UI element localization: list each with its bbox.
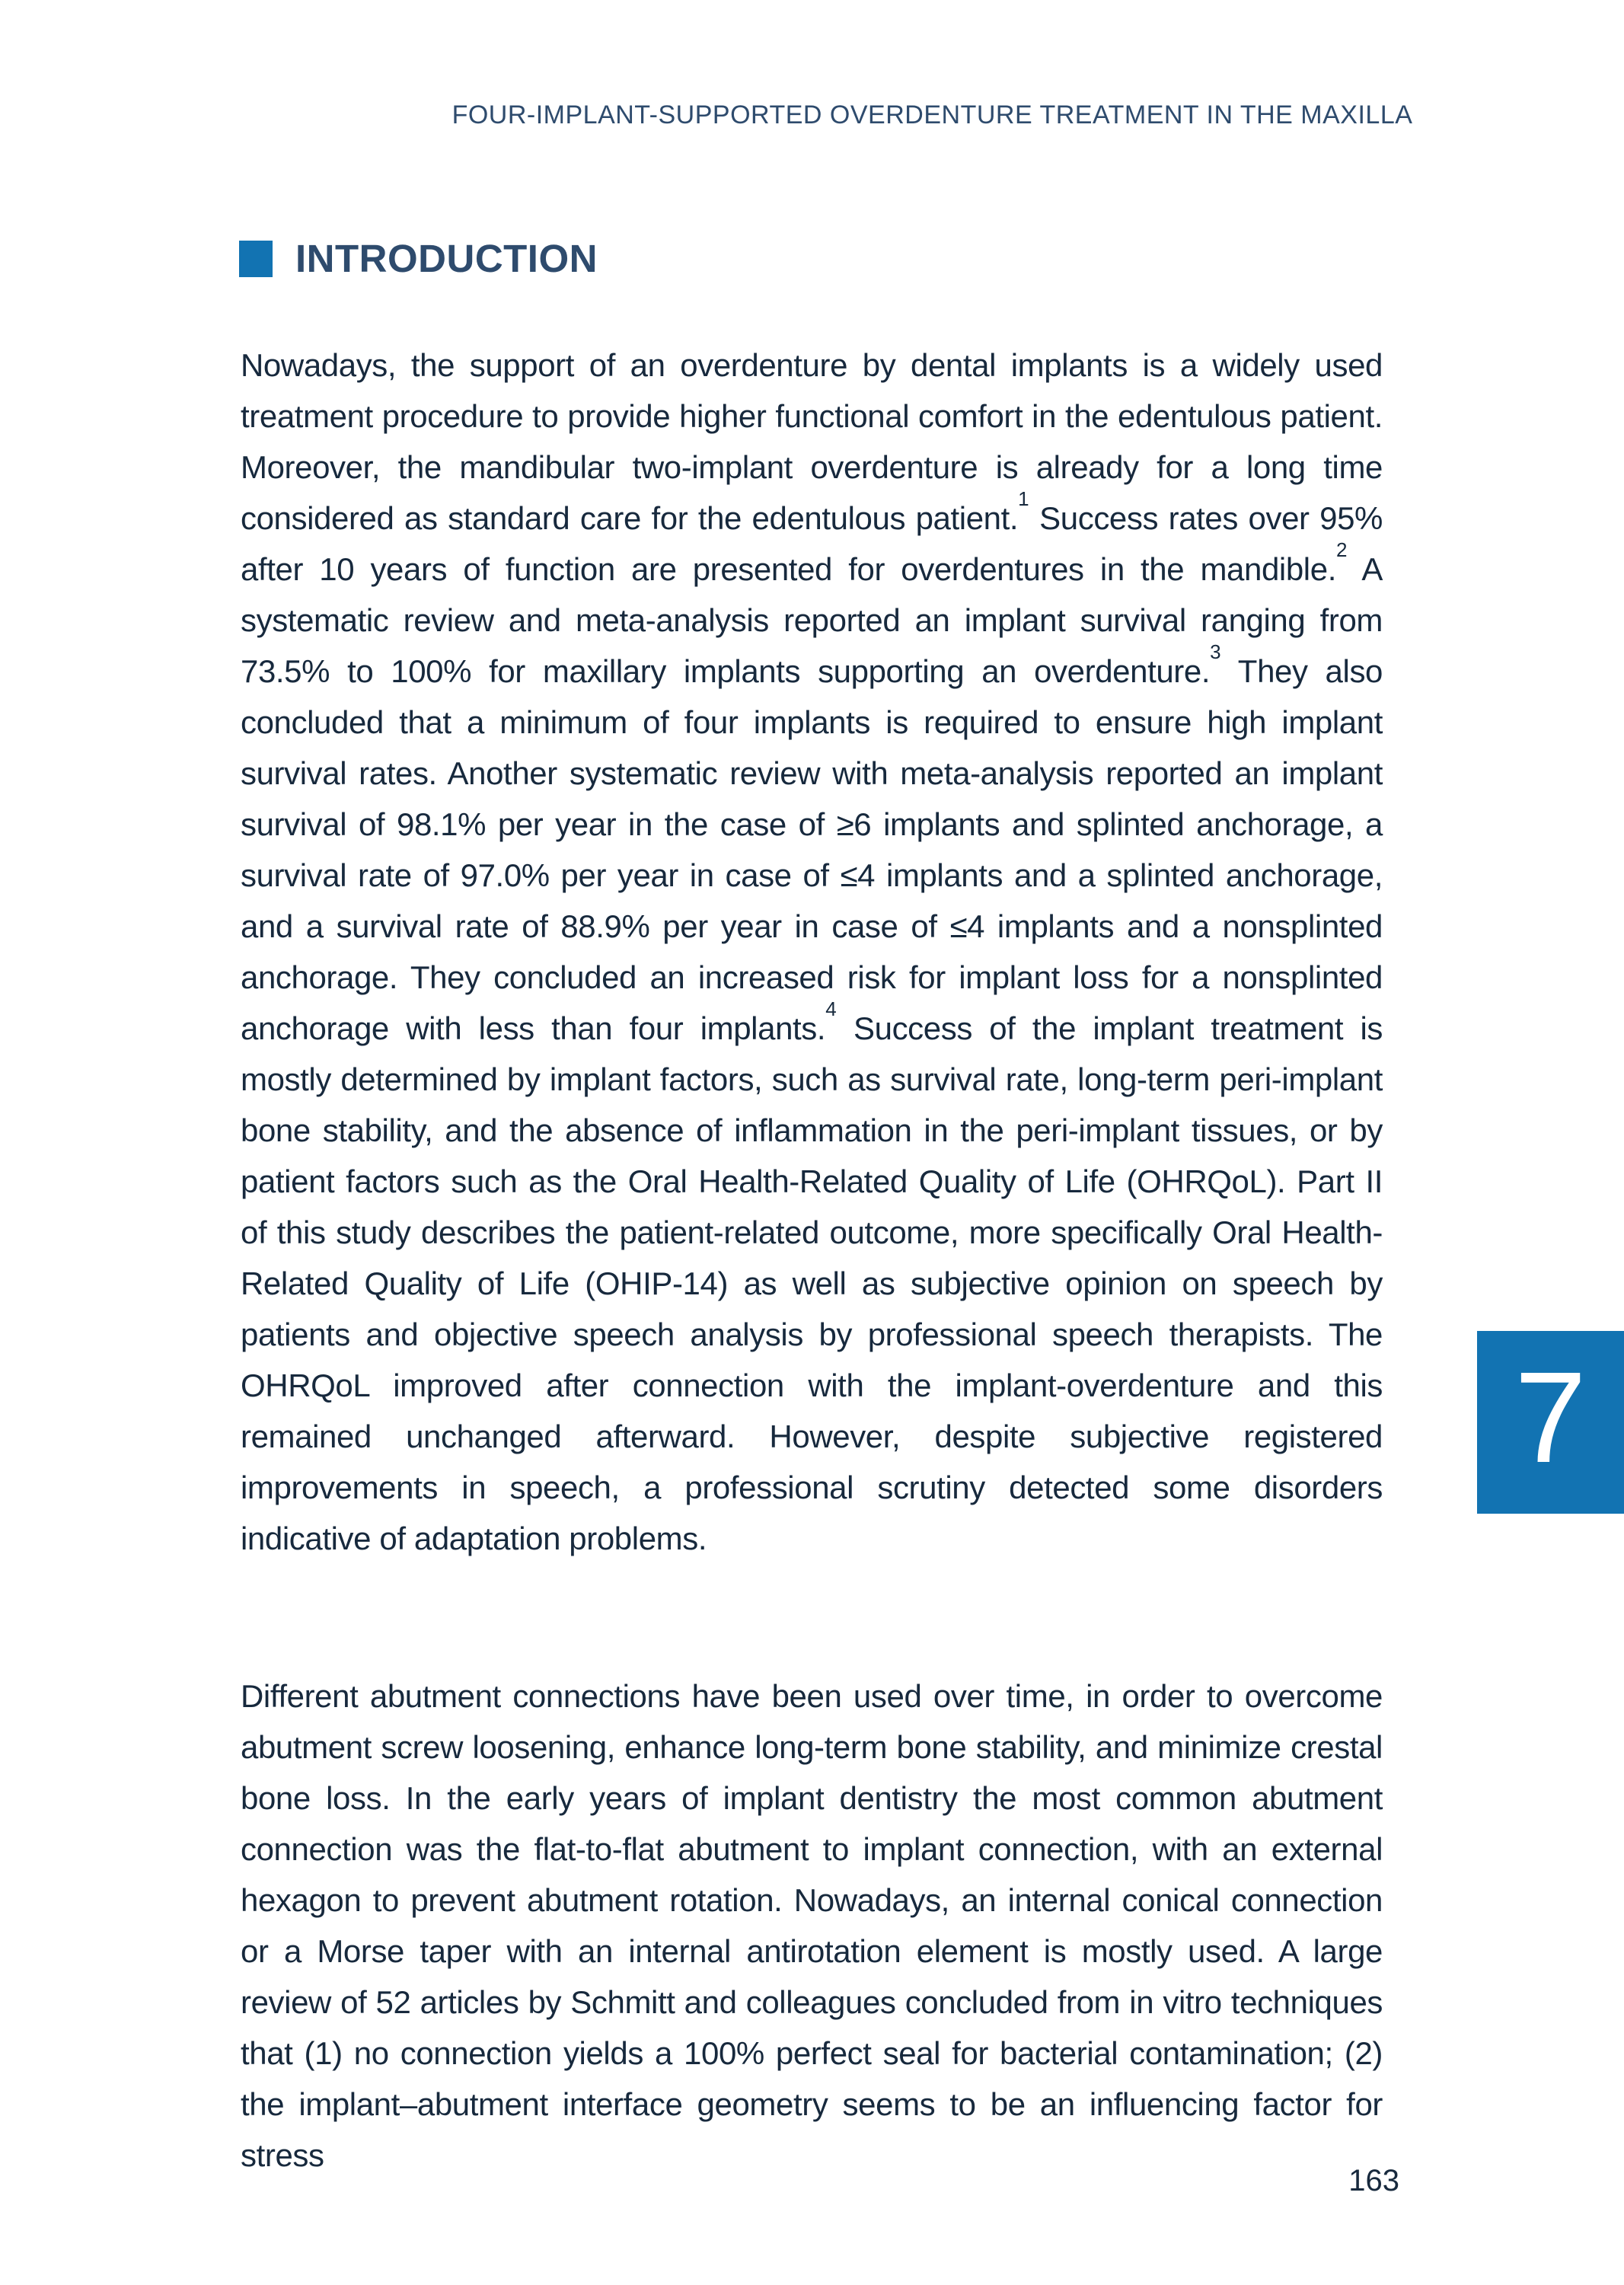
chapter-number: 7 <box>1514 1345 1587 1490</box>
reference-marker: 3 <box>1210 640 1221 663</box>
article-body <box>241 340 1383 2181</box>
reference-marker: 2 <box>1335 538 1348 561</box>
reference-marker: 4 <box>825 997 837 1020</box>
paragraph: Different abutment connections have been used over time, in order to overcome abutment screw loosening, enhance long-term bone stability, and minimize crestal bone loss. In the early years of implant dentistry the most common abutment connection was the flat-to-flat abutment to implant connection, with an external hexagon to prevent abutment rotation. Nowadays, an internal conical connection or a Morse taper with an internal antirotation element is mostly used. A large review of 52 articles by Schmitt and colleagues concluded from in vitro techniques that (1) no connection yields a 100% perfect seal for bacterial contamination; (2) the implant–abutment interface geometry seems to be an influencing factor for stress <box>241 1678 1383 2173</box>
paragraph: Nowadays, the support of an overdenture by dental implants is a widely used treatment procedure to provide higher functional comfort in the edentulous patient. Moreover, the mandibular two-implant overdenture is already for a long time considered as standard care for the edentulous patient.$^1$ Success rates over 95% after 10 years of function are presented for overdentures in the mandible.$^2$ A systematic review and meta-analysis reported an implant survival ranging from 73.5% to 100% for maxillary implants supporting an overdenture.$^3$ They also concluded that a minimum of four implants is required to ensure high implant survival rates. Another systematic review with meta-analysis reported an implant survival of 98.1% per year in the case of ≥6 implants and splinted anchorage, a survival rate of 97.0% per year in case of ≤4 implants and a splinted anchorage, and a survival rate of 88.9% per year in case of ≤4 implants and a nonsplinted anchorage. They concluded an increased risk for implant loss for a nonsplinted anchorage with less than four implants.$^4$ Success of the implant treatment is mostly determined by implant factors, such as survival rate, long-term peri-implant bone stability, and the absence of inflammation in the peri-implant tissues, or by patient factors such as the Oral Health-Related Quality of Life (OHRQoL). Part II of this study describes the patient-related outcome, more specifically Oral Health-Related Quality of Life (OHIP-14) as well as subjective opinion on speech by patients and objective speech analysis by professional speech therapists. The OHRQoL improved after connection with the implant-overdenture and this remained unchanged afterward. However, despite subjective registered improvements in speech, a professional scrutiny detected some disorders indicative of adaptation problems. <box>241 347 1383 1556</box>
page-number: 163 <box>1348 2164 1399 2197</box>
chapter-tab <box>1477 1331 1624 1514</box>
section-bullet-icon <box>239 241 273 277</box>
section-heading <box>239 236 598 281</box>
running-head: FOUR-IMPLANT-SUPPORTED OVERDENTURE TREATMENT IN THE MAXILLA <box>451 101 1413 129</box>
section-title: INTRODUCTION <box>295 237 598 280</box>
reference-marker: 1 <box>1018 487 1029 510</box>
